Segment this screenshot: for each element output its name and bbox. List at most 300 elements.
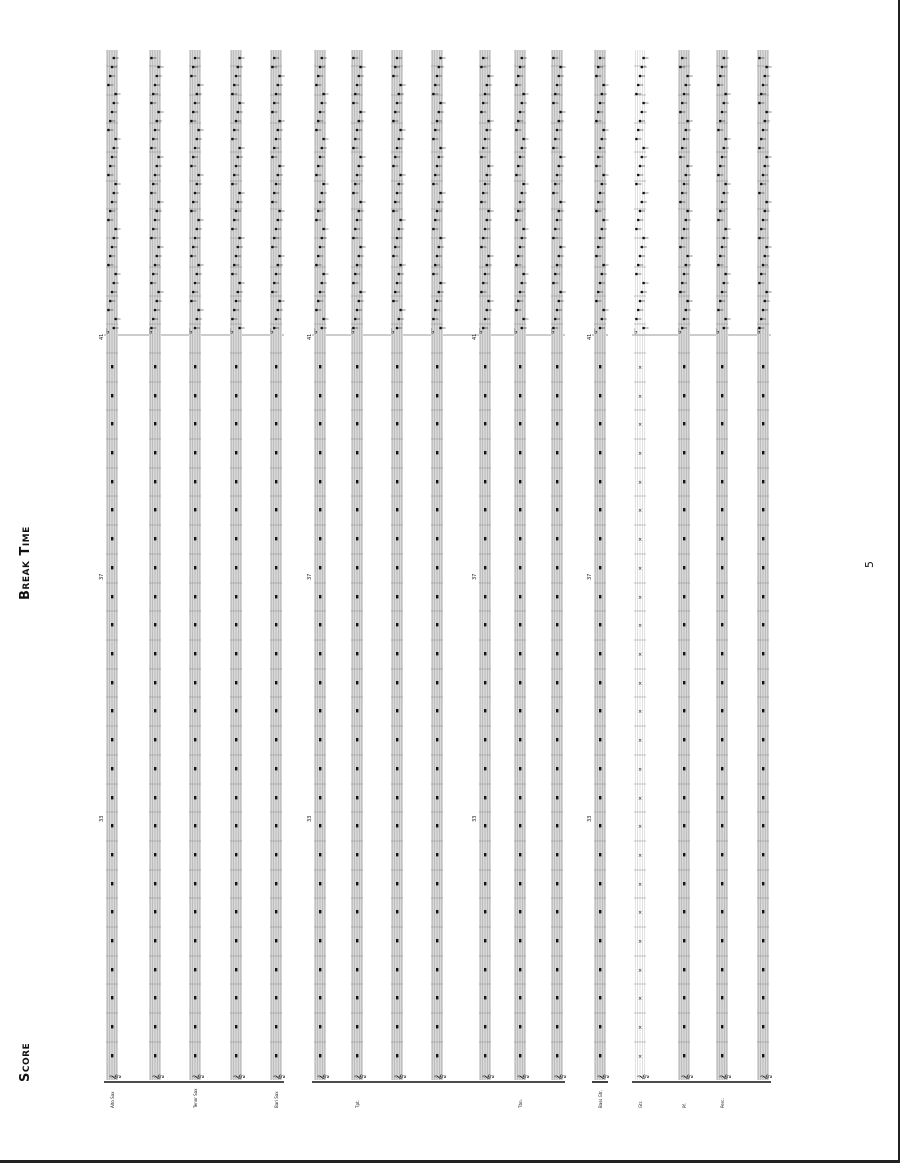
rest bbox=[235, 709, 237, 712]
perc-slash: × bbox=[638, 537, 643, 543]
perc-slash: × bbox=[638, 939, 643, 945]
rest bbox=[484, 968, 486, 971]
rest bbox=[721, 566, 723, 569]
rest bbox=[762, 796, 764, 799]
rehearsal-mark: 41 bbox=[307, 333, 313, 340]
rest bbox=[235, 824, 237, 827]
rest bbox=[275, 394, 277, 397]
rehearsal-mark: 33 bbox=[472, 815, 478, 822]
rest bbox=[319, 595, 321, 598]
rest bbox=[154, 968, 156, 971]
rest bbox=[275, 796, 277, 799]
rest bbox=[111, 1025, 113, 1028]
rest bbox=[194, 968, 196, 971]
clef-icon: 𝄞 bbox=[274, 1074, 285, 1080]
rest bbox=[275, 1025, 277, 1028]
rest bbox=[436, 882, 438, 885]
rest bbox=[519, 882, 521, 885]
rest bbox=[319, 796, 321, 799]
rest bbox=[436, 508, 438, 511]
rest bbox=[275, 480, 277, 483]
rest bbox=[556, 939, 558, 942]
rest bbox=[721, 623, 723, 626]
rest bbox=[721, 996, 723, 999]
rest bbox=[436, 1054, 438, 1057]
rest bbox=[721, 1025, 723, 1028]
rest bbox=[599, 595, 601, 598]
rest bbox=[356, 595, 358, 598]
rest bbox=[235, 767, 237, 770]
rest bbox=[519, 508, 521, 511]
rest bbox=[683, 1054, 685, 1057]
rest bbox=[683, 939, 685, 942]
rest bbox=[721, 939, 723, 942]
rest bbox=[396, 968, 398, 971]
rest bbox=[194, 422, 196, 425]
rest bbox=[194, 623, 196, 626]
perc-slash: × bbox=[638, 595, 643, 601]
rest bbox=[356, 1025, 358, 1028]
rest bbox=[356, 623, 358, 626]
rest bbox=[721, 853, 723, 856]
rehearsal-mark: 37 bbox=[307, 573, 313, 580]
rest bbox=[111, 681, 113, 684]
rest bbox=[111, 738, 113, 741]
perc-slash: × bbox=[638, 422, 643, 428]
rest bbox=[235, 882, 237, 885]
rest bbox=[111, 451, 113, 454]
rest bbox=[519, 824, 521, 827]
rest bbox=[396, 508, 398, 511]
rest bbox=[235, 451, 237, 454]
rest bbox=[275, 451, 277, 454]
rest bbox=[519, 1054, 521, 1057]
rest bbox=[721, 968, 723, 971]
rest bbox=[436, 796, 438, 799]
rest bbox=[396, 796, 398, 799]
perc-slash: × bbox=[638, 968, 643, 974]
rest bbox=[599, 996, 601, 999]
rest bbox=[683, 508, 685, 511]
score-label: Score bbox=[18, 1042, 33, 1082]
rest bbox=[356, 882, 358, 885]
rest bbox=[762, 910, 764, 913]
clef-icon: 𝄞 bbox=[318, 1074, 329, 1080]
rest bbox=[721, 910, 723, 913]
rest bbox=[683, 480, 685, 483]
clef-icon: 𝄞 bbox=[598, 1074, 609, 1080]
rest bbox=[436, 996, 438, 999]
rest bbox=[396, 365, 398, 368]
rest bbox=[396, 1054, 398, 1057]
clef-icon: 𝄞 bbox=[483, 1074, 494, 1080]
rest bbox=[683, 996, 685, 999]
rest bbox=[556, 508, 558, 511]
rest bbox=[111, 422, 113, 425]
rest bbox=[484, 939, 486, 942]
rest bbox=[356, 480, 358, 483]
rest bbox=[319, 365, 321, 368]
rest bbox=[484, 508, 486, 511]
rest bbox=[194, 709, 196, 712]
rest bbox=[683, 394, 685, 397]
rest bbox=[396, 595, 398, 598]
rest bbox=[154, 853, 156, 856]
rest bbox=[154, 709, 156, 712]
rest bbox=[235, 480, 237, 483]
rest bbox=[762, 738, 764, 741]
rest bbox=[436, 365, 438, 368]
rest bbox=[154, 422, 156, 425]
rest bbox=[154, 365, 156, 368]
rest bbox=[111, 767, 113, 770]
clef-icon: 𝄞 bbox=[153, 1074, 164, 1080]
clef-icon: 𝄞 bbox=[555, 1074, 566, 1080]
rest bbox=[235, 996, 237, 999]
rest bbox=[436, 968, 438, 971]
instrument-label: Alto Sax bbox=[110, 1091, 115, 1108]
rest bbox=[436, 394, 438, 397]
rest bbox=[319, 566, 321, 569]
rest bbox=[396, 1025, 398, 1028]
perc-slash: × bbox=[638, 394, 643, 400]
rest bbox=[235, 968, 237, 971]
rest bbox=[111, 882, 113, 885]
rest bbox=[683, 853, 685, 856]
rest bbox=[484, 681, 486, 684]
rest bbox=[519, 767, 521, 770]
rest bbox=[396, 394, 398, 397]
perc-slash: × bbox=[638, 566, 643, 572]
rehearsal-mark: 33 bbox=[99, 815, 105, 822]
rest bbox=[154, 623, 156, 626]
rest bbox=[194, 595, 196, 598]
rest bbox=[484, 824, 486, 827]
rest bbox=[154, 537, 156, 540]
rest bbox=[194, 394, 196, 397]
rest bbox=[235, 910, 237, 913]
rest bbox=[484, 652, 486, 655]
rest bbox=[519, 394, 521, 397]
rest bbox=[194, 480, 196, 483]
perc-slash: × bbox=[638, 853, 643, 859]
rest bbox=[356, 652, 358, 655]
perc-slash: × bbox=[638, 365, 643, 371]
instrument-label: Tbn. bbox=[518, 1099, 523, 1108]
rest bbox=[235, 595, 237, 598]
clef-icon: 𝄞 bbox=[110, 1074, 121, 1080]
rest bbox=[194, 738, 196, 741]
rest bbox=[683, 796, 685, 799]
rest bbox=[194, 910, 196, 913]
rest bbox=[762, 853, 764, 856]
rest bbox=[721, 394, 723, 397]
rest bbox=[235, 652, 237, 655]
rest bbox=[556, 1054, 558, 1057]
rest bbox=[556, 796, 558, 799]
rest bbox=[356, 939, 358, 942]
rest bbox=[721, 365, 723, 368]
rest bbox=[556, 1025, 558, 1028]
rest bbox=[194, 939, 196, 942]
rest bbox=[683, 652, 685, 655]
clef-icon: 𝄞 bbox=[720, 1074, 731, 1080]
perc-slash: × bbox=[638, 508, 643, 514]
rest bbox=[762, 451, 764, 454]
rest bbox=[683, 709, 685, 712]
rest bbox=[599, 1025, 601, 1028]
rest bbox=[319, 939, 321, 942]
rest bbox=[599, 652, 601, 655]
rest bbox=[154, 939, 156, 942]
rest bbox=[556, 709, 558, 712]
rest bbox=[319, 968, 321, 971]
instrument-label: Bass Gtr. bbox=[598, 1090, 603, 1108]
rest bbox=[319, 623, 321, 626]
rest bbox=[519, 595, 521, 598]
rest bbox=[484, 1025, 486, 1028]
rest bbox=[484, 796, 486, 799]
rest bbox=[319, 422, 321, 425]
rest bbox=[396, 451, 398, 454]
rest bbox=[484, 365, 486, 368]
rest bbox=[762, 537, 764, 540]
rest bbox=[436, 537, 438, 540]
rest bbox=[721, 882, 723, 885]
rest bbox=[683, 681, 685, 684]
rest bbox=[154, 824, 156, 827]
rest bbox=[556, 996, 558, 999]
rest bbox=[396, 681, 398, 684]
rest bbox=[721, 738, 723, 741]
rest bbox=[111, 853, 113, 856]
rest bbox=[484, 422, 486, 425]
rest bbox=[194, 853, 196, 856]
rest bbox=[556, 365, 558, 368]
rest bbox=[356, 508, 358, 511]
rest bbox=[154, 480, 156, 483]
rest bbox=[275, 996, 277, 999]
rest bbox=[235, 623, 237, 626]
rest bbox=[762, 365, 764, 368]
rest bbox=[154, 595, 156, 598]
rest bbox=[154, 910, 156, 913]
rest bbox=[599, 939, 601, 942]
rest bbox=[275, 767, 277, 770]
rest bbox=[396, 623, 398, 626]
rest bbox=[436, 767, 438, 770]
rest bbox=[762, 623, 764, 626]
rest bbox=[356, 451, 358, 454]
rest bbox=[436, 824, 438, 827]
rest bbox=[484, 767, 486, 770]
rest bbox=[356, 422, 358, 425]
rest bbox=[275, 968, 277, 971]
rest bbox=[356, 996, 358, 999]
rest bbox=[683, 365, 685, 368]
rest bbox=[154, 882, 156, 885]
rest bbox=[194, 451, 196, 454]
rest bbox=[111, 394, 113, 397]
perc-slash: × bbox=[638, 767, 643, 773]
rest bbox=[356, 738, 358, 741]
rest bbox=[519, 480, 521, 483]
rest bbox=[396, 566, 398, 569]
clef-icon: 𝄞 bbox=[435, 1074, 446, 1080]
rest bbox=[275, 709, 277, 712]
perc-slash: × bbox=[638, 623, 643, 629]
rest bbox=[235, 738, 237, 741]
rest bbox=[111, 939, 113, 942]
rest bbox=[484, 738, 486, 741]
rest bbox=[599, 968, 601, 971]
rest bbox=[275, 738, 277, 741]
rest bbox=[599, 508, 601, 511]
rest bbox=[721, 1054, 723, 1057]
rest bbox=[484, 853, 486, 856]
rest bbox=[519, 996, 521, 999]
rest bbox=[519, 1025, 521, 1028]
rest bbox=[396, 939, 398, 942]
rest bbox=[436, 566, 438, 569]
rest bbox=[484, 595, 486, 598]
rest bbox=[319, 451, 321, 454]
instrument-label: Bari Sax bbox=[274, 1091, 279, 1108]
rest bbox=[762, 422, 764, 425]
rest bbox=[275, 422, 277, 425]
rest bbox=[275, 853, 277, 856]
rest bbox=[319, 394, 321, 397]
rest bbox=[436, 480, 438, 483]
rest bbox=[319, 853, 321, 856]
rest bbox=[396, 882, 398, 885]
perc-slash: × bbox=[638, 738, 643, 744]
rest bbox=[556, 910, 558, 913]
perc-slash: × bbox=[638, 652, 643, 658]
rest bbox=[111, 365, 113, 368]
rest bbox=[436, 853, 438, 856]
rest bbox=[762, 595, 764, 598]
rest bbox=[194, 767, 196, 770]
rest bbox=[275, 910, 277, 913]
rest bbox=[319, 681, 321, 684]
rest bbox=[683, 566, 685, 569]
rest bbox=[275, 882, 277, 885]
rest bbox=[683, 910, 685, 913]
rest bbox=[275, 595, 277, 598]
key-signature: ♭ bbox=[351, 327, 355, 336]
rest bbox=[519, 623, 521, 626]
rest bbox=[599, 451, 601, 454]
key-signature: ♭ bbox=[514, 327, 518, 336]
rehearsal-mark: 33 bbox=[307, 815, 313, 822]
rest bbox=[762, 767, 764, 770]
rest bbox=[319, 709, 321, 712]
rest bbox=[235, 566, 237, 569]
rest bbox=[319, 824, 321, 827]
rest bbox=[519, 968, 521, 971]
rest bbox=[111, 623, 113, 626]
rest bbox=[275, 365, 277, 368]
key-signature: ♭ bbox=[314, 327, 318, 336]
rest bbox=[683, 595, 685, 598]
rest bbox=[396, 996, 398, 999]
rest bbox=[721, 767, 723, 770]
rest bbox=[599, 1054, 601, 1057]
rest bbox=[762, 968, 764, 971]
rest bbox=[599, 537, 601, 540]
rest bbox=[356, 1054, 358, 1057]
rest bbox=[235, 1025, 237, 1028]
rest bbox=[319, 508, 321, 511]
clef-icon: 𝄞 bbox=[193, 1074, 204, 1080]
rest bbox=[275, 623, 277, 626]
rest bbox=[484, 566, 486, 569]
rest bbox=[356, 709, 358, 712]
key-signature: ♭ bbox=[678, 327, 682, 336]
rest bbox=[436, 939, 438, 942]
rest bbox=[235, 422, 237, 425]
rest bbox=[111, 1054, 113, 1057]
rest bbox=[484, 1054, 486, 1057]
rest bbox=[396, 652, 398, 655]
rest bbox=[556, 394, 558, 397]
rest bbox=[235, 853, 237, 856]
rest bbox=[436, 681, 438, 684]
rest bbox=[319, 652, 321, 655]
rest bbox=[235, 365, 237, 368]
rest bbox=[319, 882, 321, 885]
rest bbox=[556, 595, 558, 598]
rest bbox=[235, 796, 237, 799]
rest bbox=[762, 1025, 764, 1028]
rest bbox=[154, 681, 156, 684]
rest bbox=[556, 882, 558, 885]
rest bbox=[396, 767, 398, 770]
rest bbox=[683, 738, 685, 741]
rest bbox=[235, 1054, 237, 1057]
rehearsal-mark: 37 bbox=[99, 573, 105, 580]
rest bbox=[275, 681, 277, 684]
rest bbox=[599, 796, 601, 799]
rest bbox=[194, 824, 196, 827]
rest bbox=[519, 422, 521, 425]
rest bbox=[436, 709, 438, 712]
rest bbox=[762, 508, 764, 511]
clef-icon: 𝄞 bbox=[638, 1074, 649, 1080]
instrument-label: Pf. bbox=[682, 1103, 687, 1108]
rest bbox=[683, 767, 685, 770]
rest bbox=[111, 537, 113, 540]
rest bbox=[721, 480, 723, 483]
rest bbox=[556, 968, 558, 971]
rest bbox=[599, 882, 601, 885]
rest bbox=[683, 1025, 685, 1028]
rest bbox=[599, 394, 601, 397]
rest bbox=[319, 480, 321, 483]
rest bbox=[519, 738, 521, 741]
perc-slash: × bbox=[638, 451, 643, 457]
rest bbox=[275, 566, 277, 569]
rest bbox=[556, 566, 558, 569]
instrument-label: Gtr. bbox=[638, 1100, 643, 1108]
rest bbox=[235, 508, 237, 511]
rest bbox=[194, 652, 196, 655]
rest bbox=[484, 394, 486, 397]
rest bbox=[519, 451, 521, 454]
rest bbox=[556, 623, 558, 626]
rest bbox=[396, 853, 398, 856]
